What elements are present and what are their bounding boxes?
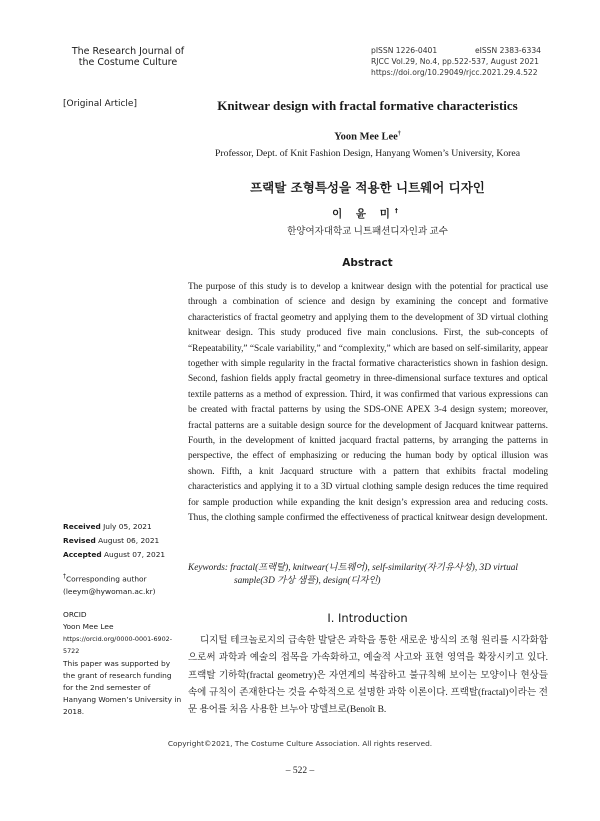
abstract-heading: Abstract [342,257,393,269]
orcid-name: Yoon Mee Lee [63,622,114,631]
accepted-date: August 07, 2021 [103,550,166,559]
author-affiliation: Professor, Dept. of Knit Fashion Design, Hanyang Women’s University, Korea [214,148,521,159]
keywords [188,562,548,588]
author-mark-korean: † [394,207,403,215]
abstract-body: The purpose of this study is to develop a knitwear design with the potential for practical use through a combination of science and design by examining the concept and formative characteristics of fractal geometry and applying them to the development of 3D virtual clothing knitwear design. This study produced five main conclusions. First, the sub-concepts of “Repeatability,” “Scale variability,” and “complexity,” which are based on self-similarity, appear together with simple regularity in the fractal formative characteristics shown in fashion design. Second, fashion fields apply fractal geometry in three-dimensional surface textures and optical textile patterns as a method of expression. Third, it was confirmed that various expressions can be created with fractal patterns by using the SDS-ONE APEX 3-4 design system; moreover, fractal patterns are a suitable design source for the development of Jacquard knitwear patterns. Fourth, in the development of knitted jacquard fractal patterns, by arranging the patterns in perspective, the effect of emphasizing or reducing the human body by optical illusion was shown. Fifth, a knit Jacquard structure with a pattern that exhibits fractal modeling characteristics and applying it to a 3D virtual clothing sample design reduces the time required for sample production while expanding the knit design’s expression area and reducing costs. Thus, the clothing sample confirmed the effectiveness of practical knitwear design development. [188,282,548,524]
received-dates [63,520,183,562]
introduction-heading: I. Introduction [327,611,408,625]
orcid-block [63,609,183,657]
corresponding-label: Corresponding author [66,574,147,584]
corresponding-author [63,570,183,598]
revised-label: Revised [63,536,96,545]
journal-name [63,46,193,68]
author-name-korean [190,206,545,221]
orcid-label: ORCID [63,610,87,619]
funding-note: This paper was supported by the grant of research funding for the 2nd semester of Hanyang Women’s University in 2018. [63,659,182,716]
author-name-text: Yoon Mee Lee [334,131,398,143]
author-affiliation-korean: 한양여자대학교 니트패션디자인과 교수 [287,227,448,237]
article-title: Knitwear design with fractal formative characteristics [217,98,518,113]
keywords-line2: sample(3D 가상 샘플), design(디자인) [234,576,381,586]
accepted-row [63,548,183,562]
keywords-line1: fractal(프랙탈), knitwear(니트웨어), self-similarity(자기유사성), 3D virtual [230,563,519,573]
article-title-korean: 프랙탈 조형특성을 적용한 니트웨어 디자인 [250,180,485,195]
page-number: – 522 – [285,766,315,776]
accepted-label: Accepted [63,550,102,559]
introduction-body [188,633,548,719]
received-date: July 05, 2021 [103,522,152,531]
author-name-korean-text: 이 윤 미 [332,208,395,220]
corresponding-label-row [63,570,183,585]
copyright-notice: Copyright©2021, The Costume Culture Association. All rights reserved. [167,739,433,748]
introduction-paragraph: 디지털 테크놀로지의 급속한 발달은 과학을 통한 새로운 방식의 조형 원리를 시각화함으로써 과학과 예술의 접목을 가속화하고, 예술적 사고와 표현 영역을 확장시키고 있다. 프랙탈 기하학(fractal geometry)은 자연계의 복잡하고 불규칙해 보이는 모양이나 현상들 속에 규칙이 존재한다는 것을 수학적으로 설명한 과학 이론이다. 프랙탈(fractal)이라는 전문 용어를 처음 사용한 브누아 망델브로(Benoît B. [188,636,548,716]
doi-link[interactable]: https://doi.org/10.29049/rjcc.2021.29.4.522 [371,68,538,77]
keywords-label: Keywords: [188,563,228,573]
author-name [190,131,545,143]
issn-block [371,45,541,78]
volume-info: RJCC Vol.29, No.4, pp.522-537, August 2021 [371,57,539,66]
corresponding-mark: † [63,573,66,580]
eissn: eISSN 2383-6334 [474,46,541,55]
received-label: Received [63,522,101,531]
article-type: [Original Article] [63,99,137,109]
revised-row [63,534,183,548]
orcid-link[interactable]: https://orcid.org/0000-0001-6902-5722 [63,635,173,655]
journal-name-line2: the Costume Culture [78,57,178,68]
pissn: pISSN 1226-0401 [371,46,438,55]
author-mark: † [397,131,401,137]
journal-name-line1: The Research Journal of [71,46,185,57]
revised-date: August 06, 2021 [98,536,160,545]
received-row [63,520,183,534]
corresponding-email[interactable]: (leeym@hywoman.ac.kr) [63,587,156,597]
